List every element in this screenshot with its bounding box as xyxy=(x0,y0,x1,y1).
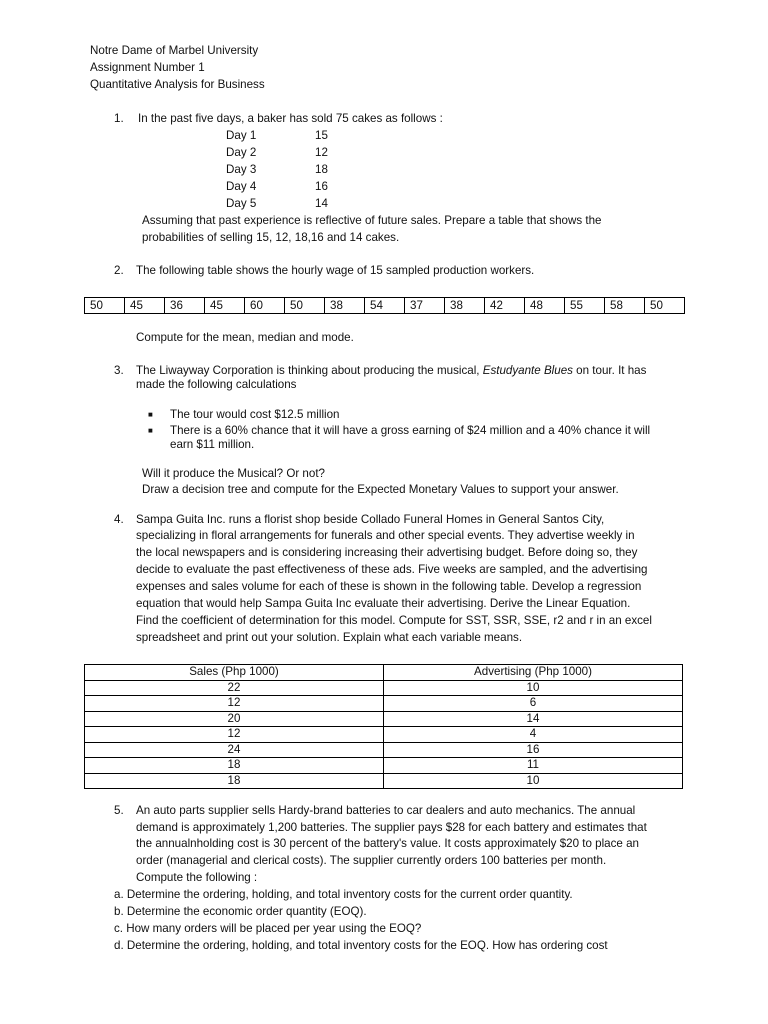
wage-cell: 37 xyxy=(405,298,445,314)
q1-day-label: Day 1 xyxy=(226,129,257,142)
wage-cell: 55 xyxy=(565,298,605,314)
wage-cell: 48 xyxy=(525,298,565,314)
q1-day-label: Day 2 xyxy=(226,146,257,159)
wage-cell: 54 xyxy=(365,298,405,314)
advertising-cell: 16 xyxy=(384,742,683,758)
q5-line: demand is approximately 1,200 batteries. The supplier pays $28 for each battery and estimates that xyxy=(136,821,647,834)
sales-cell: 12 xyxy=(85,727,384,743)
q5-line: order (managerial and clerical costs). The supplier currently orders 100 batteries per month. xyxy=(136,854,607,867)
q4-line: equation that would help Sampa Guita Inc evaluate their advertising. Derive the Linear Equation. xyxy=(136,597,631,610)
q1-day-value: 16 xyxy=(315,180,328,193)
q4-line: the local newspapers and is considering increasing their advertising budget. Before doing so, they xyxy=(136,546,638,559)
musical-title: Estudyante Blues xyxy=(482,364,573,377)
wage-cell: 58 xyxy=(605,298,645,314)
q3-line2: made the following calculations xyxy=(136,378,297,391)
wage-cell: 38 xyxy=(445,298,485,314)
table-row xyxy=(85,758,683,774)
q3-bullet-2: There is a 60% chance that it will have a gross earning of $24 million and a 40% chance it will xyxy=(170,424,651,437)
advertising-cell: 11 xyxy=(384,758,683,774)
wage-cell: 60 xyxy=(245,298,285,314)
q2-instruction: Compute for the mean, median and mode. xyxy=(136,331,354,344)
q1-day-value: 14 xyxy=(315,197,328,210)
q5-line: the annualnholding cost is 30 percent of the battery's value. It costs approximately $20 to place an xyxy=(136,837,639,850)
q1-day-value: 18 xyxy=(315,163,328,176)
wage-cell: 42 xyxy=(485,298,525,314)
wage-cell: 45 xyxy=(205,298,245,314)
bullet-icon: ■ xyxy=(148,426,153,435)
course-title: Quantitative Analysis for Business xyxy=(90,78,265,91)
table-row xyxy=(85,773,683,789)
q4-line: Sampa Guita Inc. runs a florist shop beside Collado Funeral Homes in General Santos City, xyxy=(136,513,605,526)
regression-table xyxy=(84,664,683,789)
advertising-cell: 10 xyxy=(384,680,683,696)
wage-cell: 50 xyxy=(285,298,325,314)
table-header-row xyxy=(85,665,683,681)
sales-cell: 20 xyxy=(85,711,384,727)
q5-number: 5. xyxy=(114,804,124,817)
q1-day-label: Day 4 xyxy=(226,180,257,193)
q5-item-a: a. Determine the ordering, holding, and total inventory costs for the current order quantity. xyxy=(114,888,573,901)
q4-line: Find the coefficient of determination for this model. Compute for SST, SSR, SSE, r2 and r in an excel xyxy=(136,614,652,627)
q4-number: 4. xyxy=(114,513,124,526)
q5-item-b: b. Determine the economic order quantity (EOQ). xyxy=(114,905,367,918)
table-row xyxy=(85,727,683,743)
sales-cell: 18 xyxy=(85,773,384,789)
q3-line1-post: on tour. It has xyxy=(572,364,647,377)
wage-cell: 50 xyxy=(85,298,125,314)
advertising-cell: 6 xyxy=(384,696,683,712)
wage-cell: 38 xyxy=(325,298,365,314)
q3-question: Will it produce the Musical? Or not? xyxy=(142,467,325,480)
q3-line1-pre: The Liwayway Corporation is thinking about producing the musical, xyxy=(136,364,483,377)
bullet-icon: ■ xyxy=(148,410,153,419)
advertising-cell: 10 xyxy=(384,773,683,789)
table-row xyxy=(85,711,683,727)
university-name: Notre Dame of Marbel University xyxy=(90,44,259,57)
q1-day-value: 15 xyxy=(315,129,328,142)
sales-cell: 24 xyxy=(85,742,384,758)
q4-line: expenses and sales volume for each of these is shown in the following table. Develop a regression xyxy=(136,580,642,593)
q1-number: 1. xyxy=(114,112,124,125)
q1-day-label: Day 3 xyxy=(226,163,257,176)
q4-line: decide to evaluate the past effectiveness of these ads. Five weeks are sampled, and the advertising xyxy=(136,563,648,576)
wage-cell: 36 xyxy=(165,298,205,314)
column-header-advertising: Advertising (Php 1000) xyxy=(384,665,683,681)
q5-line: An auto parts supplier sells Hardy-brand batteries to car dealers and auto mechanics. The annual xyxy=(136,804,636,817)
q3-bullet-1: The tour would cost $12.5 million xyxy=(170,408,340,421)
q4-line: spreadsheet and print out your solution. Explain what each variable means. xyxy=(136,631,523,644)
q1-day-value: 12 xyxy=(315,146,328,159)
q2-number: 2. xyxy=(114,264,124,277)
q5-item-d: d. Determine the ordering, holding, and total inventory costs for the EOQ. How has ordering cost xyxy=(114,939,608,952)
q5-line: Compute the following : xyxy=(136,871,258,884)
q1-line2: probabilities of selling 15, 12, 18,16 and 14 cakes. xyxy=(142,231,400,244)
q3-number: 3. xyxy=(114,364,124,377)
q2-intro: The following table shows the hourly wage of 15 sampled production workers. xyxy=(136,264,535,277)
advertising-cell: 4 xyxy=(384,727,683,743)
q1-intro: In the past five days, a baker has sold 75 cakes as follows : xyxy=(138,112,443,125)
table-row xyxy=(85,742,683,758)
wage-table xyxy=(84,297,685,314)
assignment-title: Assignment Number 1 xyxy=(90,61,205,74)
q3-instruction: Draw a decision tree and compute for the Expected Monetary Values to support your answer. xyxy=(142,483,619,496)
q3-bullet-2-cont: earn $11 million. xyxy=(170,438,255,451)
table-row xyxy=(85,298,685,314)
table-row xyxy=(85,680,683,696)
wage-cell: 50 xyxy=(645,298,685,314)
q1-day-label: Day 5 xyxy=(226,197,257,210)
table-row xyxy=(85,696,683,712)
sales-cell: 12 xyxy=(85,696,384,712)
advertising-cell: 14 xyxy=(384,711,683,727)
q1-line1: Assuming that past experience is reflective of future sales. Prepare a table that shows the xyxy=(142,214,602,227)
sales-cell: 18 xyxy=(85,758,384,774)
wage-cell: 45 xyxy=(125,298,165,314)
sales-cell: 22 xyxy=(85,680,384,696)
q5-item-c: c. How many orders will be placed per year using the EOQ? xyxy=(114,922,422,935)
column-header-sales: Sales (Php 1000) xyxy=(85,665,384,681)
q4-line: specializing in floral arrangements for funerals and other special events. They advertise weekly in xyxy=(136,529,635,542)
